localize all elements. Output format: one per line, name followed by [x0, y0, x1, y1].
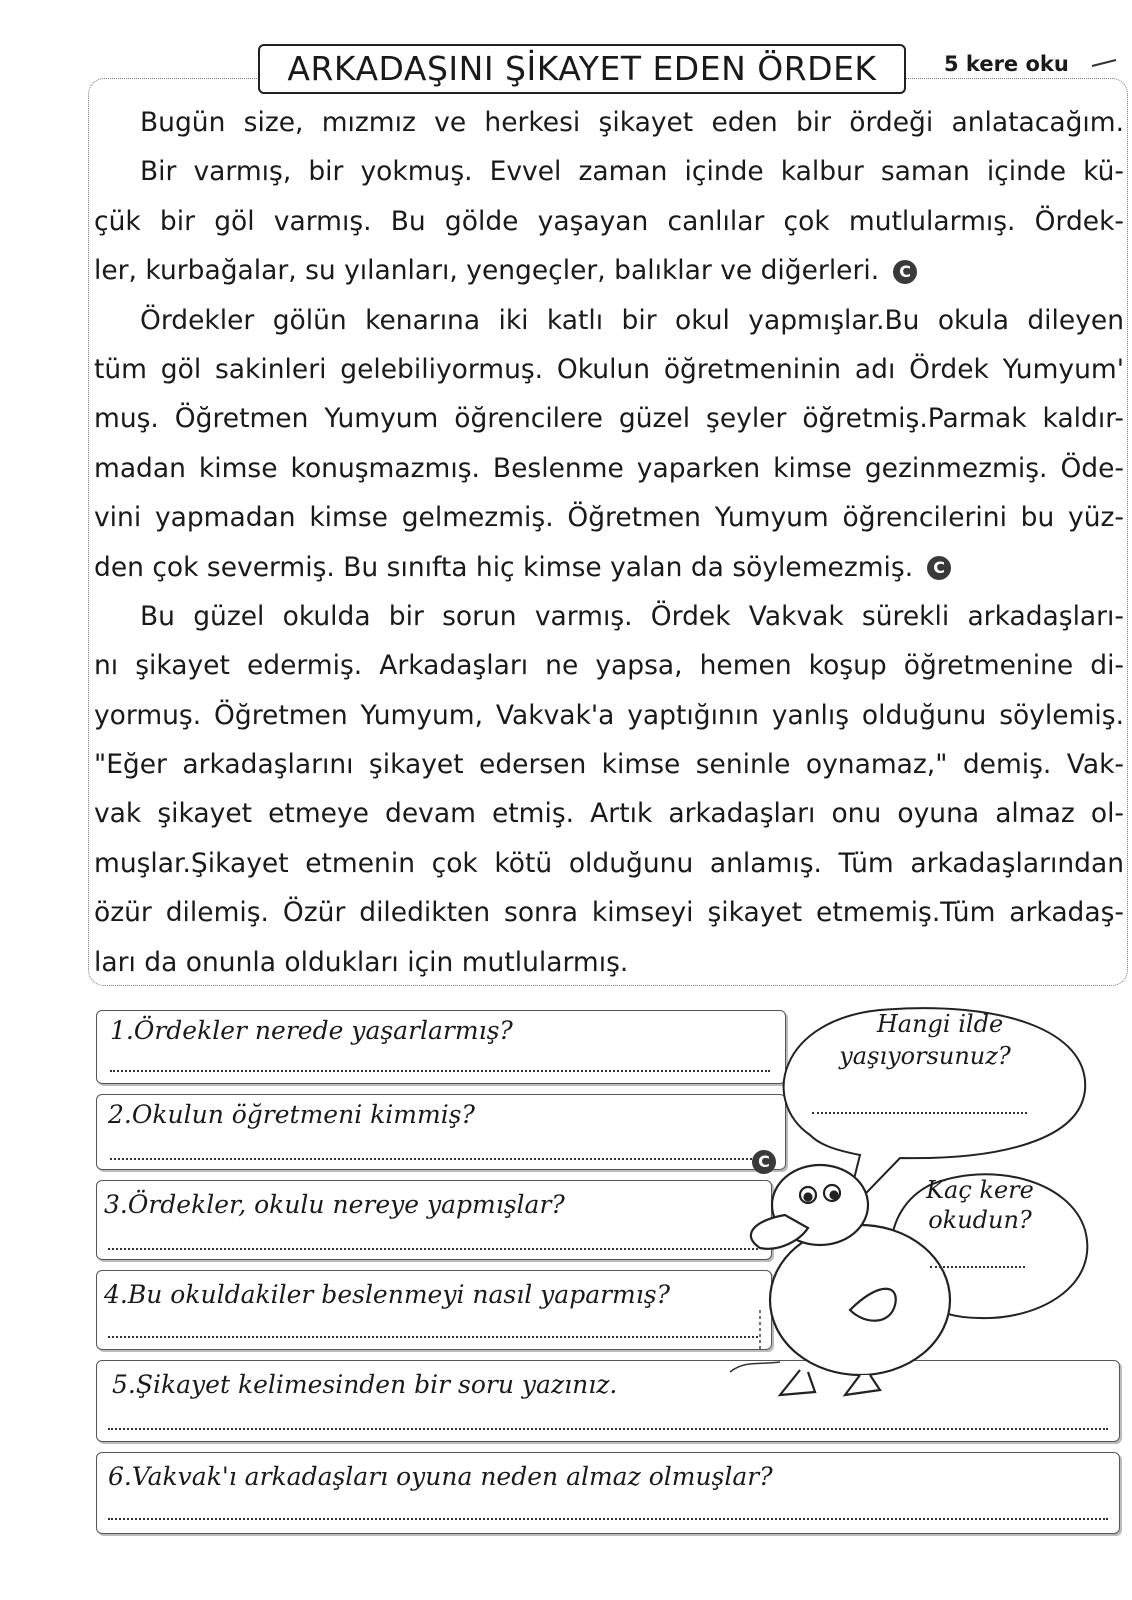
read-count-hint: 5 kere oku — [940, 52, 1073, 79]
story-line: ları da onunla oldukları için mutlularmış. — [94, 946, 629, 978]
story-line: vak şikayet etmeye devam etmiş. Artık arkadaşları onu oyuna almaz ol- — [94, 798, 1124, 830]
story-line: ler, kurbağalar, su yılanları, yengeçler, balıklar ve diğerleri. — [94, 255, 880, 287]
question-3: 3.Ördekler, okulu nereye yapmışlar? — [104, 1190, 565, 1219]
check-c-icon: C — [752, 1150, 776, 1174]
story-line: Bir varmış, bir yokmuş. Evvel zaman içinde kalbur saman içinde kü- — [140, 156, 1124, 188]
story-line: muşlar.Şikayet etmenin çok kötü olduğunu anlamış. Tüm arkadaşlarından — [94, 847, 1124, 879]
bubble-2-line-2: okudun? — [928, 1206, 1032, 1234]
story-line: özür dilemiş. Özür diledikten sonra kimseyi şikayet etmemiş.Tüm arkadaş- — [94, 897, 1124, 929]
story-line: yormuş. Öğretmen Yumyum, Vakvak'a yaptığının yanlış olduğunu söylemiş. — [94, 699, 1124, 731]
bubble-2-answer-line[interactable] — [930, 1266, 1025, 1268]
question-1: 1.Ördekler nerede yaşarlarmış? — [110, 1016, 513, 1045]
story-line: den çok severmiş. Bu sınıfta hiç kimse yalan da söylemezmiş. — [94, 551, 914, 583]
question-4: 4.Bu okuldakiler beslenmeyi nasıl yaparmış? — [104, 1280, 670, 1309]
story-line: nı şikayet edermiş. Arkadaşları ne yapsa, hemen koşup öğretmenine di- — [94, 650, 1124, 682]
story-line: çük bir göl varmış. Bu gölde yaşayan canlılar çok mutlularmış. Ördek- — [94, 205, 1124, 237]
question-2: 2.Okulun öğretmeni kimmiş? — [108, 1100, 475, 1129]
story-line: "Eğer arkadaşlarını şikayet edersen kimse seninle oynamaz," demiş. Vak- — [94, 749, 1124, 781]
bubble-1-line-2: yaşıyorsunuz? — [839, 1042, 1011, 1070]
bubble-2-line-1: Kaç kere — [926, 1176, 1034, 1204]
question-5: 5.Şikayet kelimesinden bir soru yazınız. — [112, 1370, 618, 1399]
check-c-icon: C — [893, 260, 917, 284]
worksheet-title: ARKADAŞINI ŞİKAYET EDEN ÖRDEK — [258, 44, 906, 94]
question-6: 6.Vakvak'ı arkadaşları oyuna neden almaz olmuşlar? — [108, 1462, 773, 1491]
story-line: Bu güzel okulda bir sorun varmış. Ördek Vakvak sürekli arkadaşları- — [140, 600, 1124, 632]
story-line: Bugün size, mızmız ve herkesi şikayet eden bir ördeği anlatacağım. — [140, 107, 1124, 138]
story-line: muş. Öğretmen Yumyum öğrencilere güzel şeyler öğretmiş.Parmak kaldır- — [94, 403, 1124, 435]
story-line: tüm göl sakinleri gelebiliyormuş. Okulun öğretmeninin adı Ördek Yumyum' — [94, 353, 1124, 385]
bubble-1-line-1: Hangi ilde — [876, 1010, 1004, 1038]
story-line: vini yapmadan kimse gelmezmiş. Öğretmen Yumyum öğrencilerini bu yüz- — [94, 502, 1124, 534]
check-c-icon: C — [927, 556, 951, 580]
story-line: Ördekler gölün kenarına iki katlı bir okul yapmışlar.Bu okula dileyen — [140, 304, 1124, 336]
bubble-1-answer-line[interactable] — [812, 1112, 1027, 1114]
story-line: madan kimse konuşmazmış. Beslenme yaparken kimse gezinmezmiş. Öde- — [94, 452, 1124, 484]
